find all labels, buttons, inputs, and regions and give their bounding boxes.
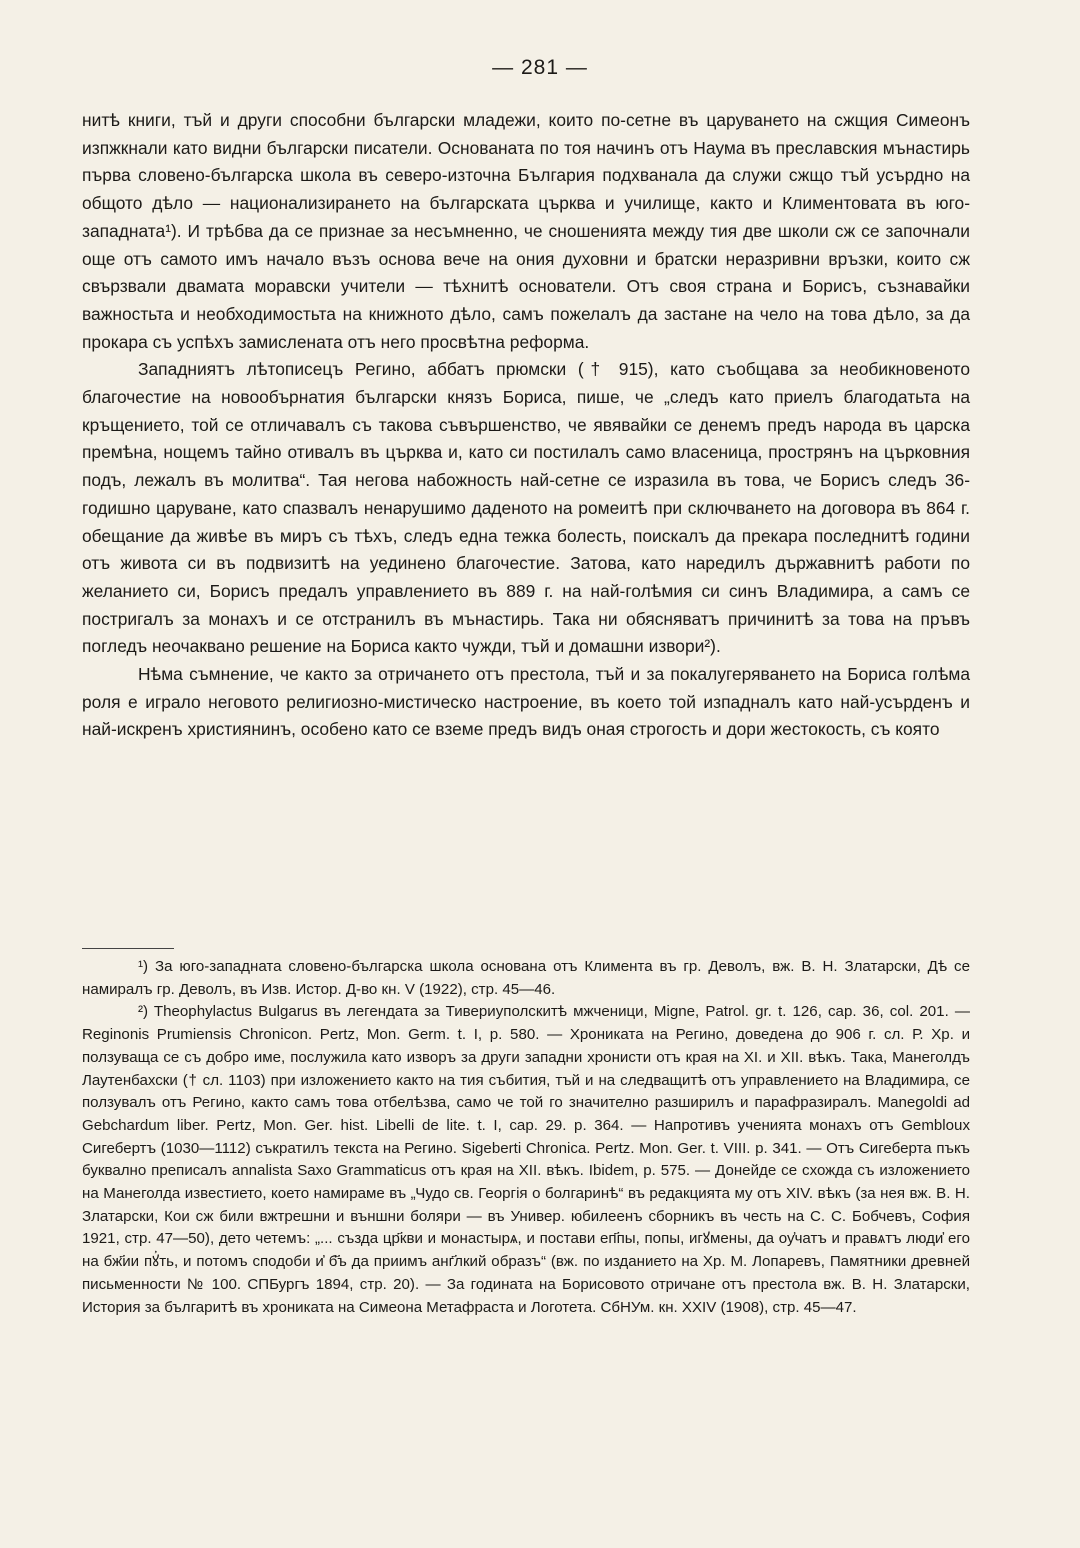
- footnote-1: ¹) За юго-западната словено-българска школа основана отъ Климента въ гр. Деволъ, вж. В. Н. Златарски, Дѣ се намиралъ гр. Деволъ, въ Изв. Истор. Д-во кн. V (1922), стр. 45—46.: [82, 958, 970, 998]
- paragraph-2: Западниятъ лѣтописецъ Регино, аббатъ прюмски († 915), като съобщава за необикновеното благочестие на новообърнатия български князъ Бориса, пише, че „следъ като приелъ благодатьта на кръщението, той се отличавалъ съ такова съвършенство, че явявайки се денемъ предъ народа въ царска премѣна, нощемъ тайно отивалъ въ църква и, като си постилалъ само власеница, прострянъ на църковния подъ, лежалъ въ молитва“. Тая негова набожность най-сетне се изразила въ това, че Борисъ следъ 36-годишно царуване, като спазвалъ ненарушимо даденото на ромеитѣ при сключването на договора въ 864 г. обещание да живѣе въ миръ съ тѣхъ, следъ една тежка болесть, поискалъ да прекара последнитѣ години отъ живота си въ подвизитѣ на уединено благочестие. Затова, като наредилъ държавнитѣ работи по желанието си, Борисъ предалъ управлението въ 889 г. на най-голѣмия си синъ Владимира, а самъ се постригалъ за монахъ и се отстранилъ въ мънастирь. Така ни обясняватъ причинитѣ за това на пръвъ погледъ неочаквано решение на Бориса както чужди, тъй и домашни извори²).: [82, 359, 970, 657]
- footnote-2: ²) Theophylactus Bulgarus въ легендата за Тивериуполскитѣ мжченици, Migne, Patrol. gr. t. 126, cap. 36, col. 201. — Reginonis Prumiensis Chronicon. Pertz, Mon. Germ. t. I, p. 580. — Хрониката на Регино, доведена до 906 г. сл. Р. Хр. и ползуваща се съ добро име, послужила като изворъ за други западни хронисти отъ края на XI. и XII. вѣкъ. Така, Манеголдъ Лаутенбахски († сл. 1103) при изложението както на тия събития, тъй и на следващитѣ отъ управлението на Владимира, се ползувалъ отъ Регино, както самъ това отбелѣзва, само че той го значително разширилъ и парафразиралъ. Manegoldi ad Gebchardum liber. Pertz, Mon. Ger. hist. Libelli de lite. t. I, cap. 29. p. 364. — Напротивъ ученията монахъ отъ Gembloux Сигебертъ (1030—1112) съкратилъ текста на Регино. Sigeberti Chronica. Pertz. Mon. Ger. t. VIII. p. 341. — Отъ Сигеберта пъкъ буквално преписалъ annalista Saxo Grammaticus отъ края на XII. вѣкъ. Ibidem, p. 575. — Донейде се схожда съ изложението на Манеголда известието, което намираме въ „Чудо св. Георгія о болгаринѣ“ въ редакцията му отъ XIV. вѣкъ (за нея вж. В. Н. Златарски, Кои сж били вжтрешни и външни боляри — въ Универ. юбилеенъ сборникъ въ честь на С. С. Бобчевъ, София 1921, стр. 47—50), дето четемъ: „... създа цр҃кви и монастырѧ, и постави еп҃пы, попы, игꙋмены, да оу҆чатъ и правѧтъ люди҆ его на бж҃ии пꙋ҆ть, и потомъ сподоби и҆ б҃ъ да приимъ анг҃лкий образъ“ (вж. по изданието на Хр. М. Лопаревъ, Памятники древней письменности № 100. СПБургъ 1894, стр. 20). — За годината на Борисовото отричане отъ престола вж. В. Н. Златарски, История за българитѣ въ хрониката на Симеона Метафраста и Логотета. СбНУм. кн. XXIV (1908), стр. 45—47.: [82, 1003, 970, 1316]
- page-number: — 281 —: [492, 56, 588, 79]
- main-text: [82, 107, 970, 744]
- paragraph-1: нитѣ книги, тъй и други способни български младежи, които по-сетне въ царуването на сжщия Симеонъ изпжкнали като видни български писатели. Основаната по тоя начинъ отъ Наума въ преславския мънастирь първа словено-българска школа въ северо-източна България подхванала да служи сжщо тъй усърдно на общото дѣло — национализирането на българската църква и училище, както и Климентовата въ юго-западната¹). И трѣбва да се признае за несъмненно, че сношенията между тия две школи сж се започнали още отъ самото имъ начало възъ основа вече на ония духовни и братски неразривни връзки, които сж свързвали двамата моравски учители — тѣхнитѣ основатели. Отъ своя страна и Борисъ, съзнавайки важностьта и необходимостьта на книжното дѣло, самъ пожелалъ да застане на чело на това дѣло, за да прокара съ успѣхъ замислената отъ него просвѣтна реформа.: [82, 110, 970, 352]
- footnote-separator: [82, 948, 174, 949]
- paragraph-3: Нѣма съмнение, че както за отричането отъ престола, тъй и за покалугеряването на Бориса голѣма роля е играло неговото религиозно-мистическо настроение, въ което той изпадналъ като най-усърденъ и най-искренъ християнинъ, особено като се вземе предъ видъ оная строгость и дори жестокость, съ която: [82, 664, 970, 740]
- footnotes: [82, 956, 970, 1319]
